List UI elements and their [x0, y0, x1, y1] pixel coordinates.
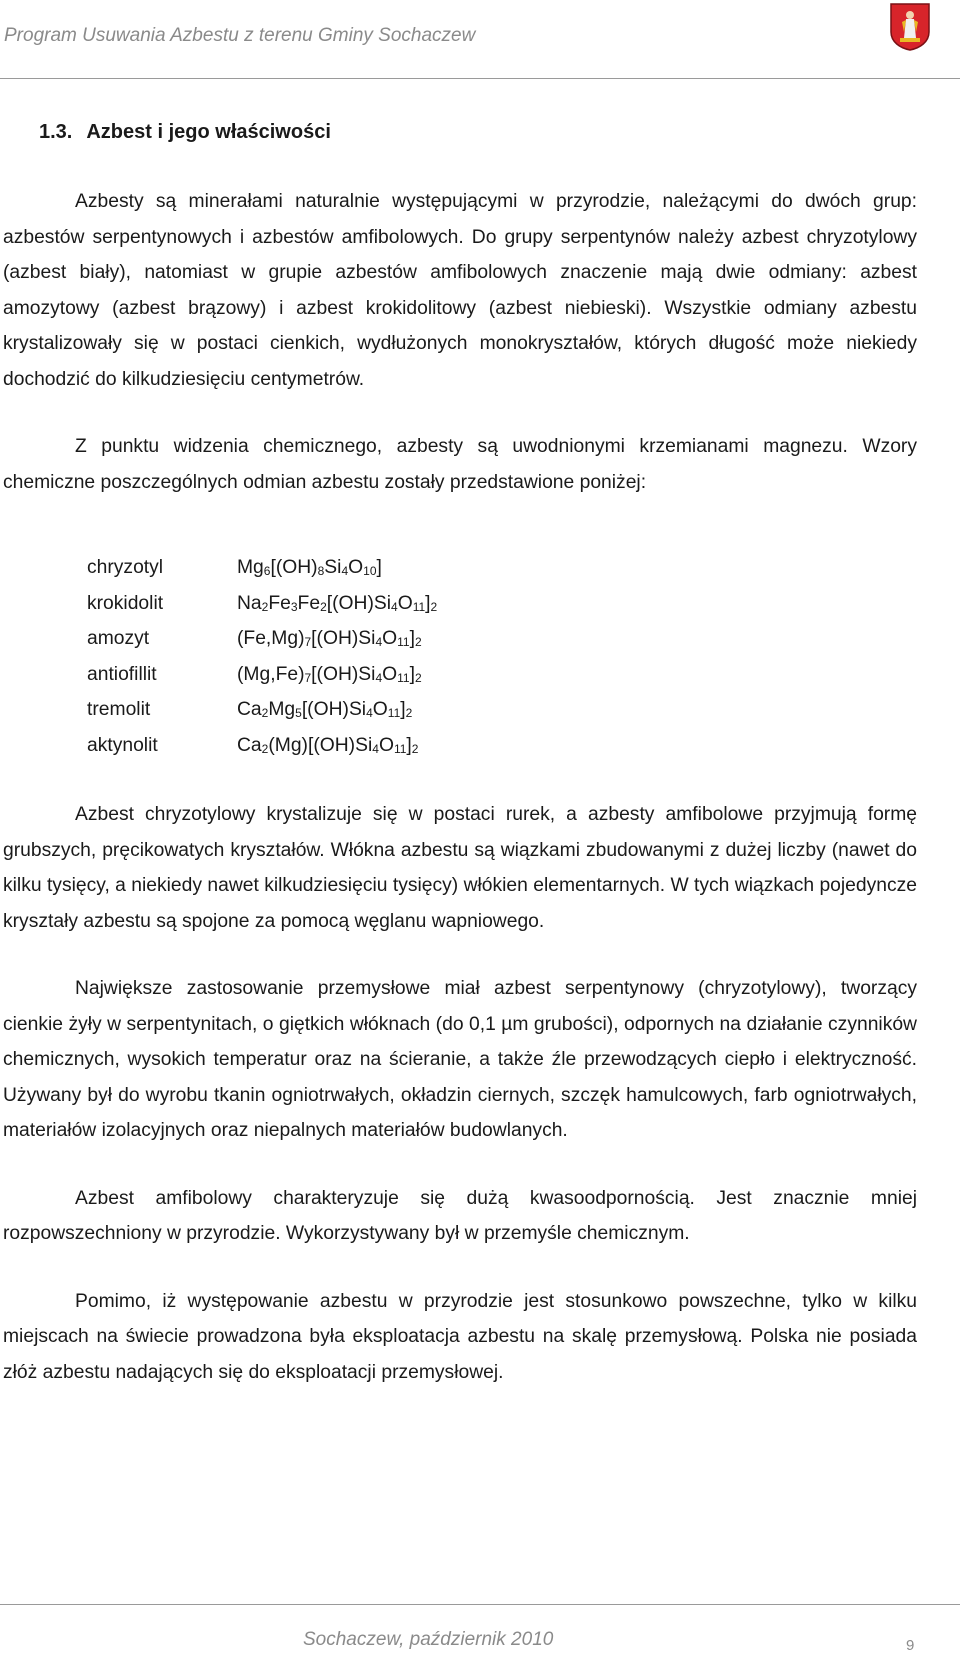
chemical-formula: $Na_2Fe_3Fe_2[(OH)Si_4O_{11}]_2$ [237, 592, 438, 614]
paragraph: Azbest chryzotylowy krystalizuje się w postaci rurek, a azbesty amfibolowe przyjmują formę grubszych, pręcikowatych kryształów. Włókna azbestu są wiązkami zbudowanymi z dużej liczby (nawet do kilku tysięcy, a niekiedy nawet kilkudziesięciu tysięcy) włókien elementarnych. W tych wiązkach pojedyncze kryształy azbestu są spojone za pomocą węglanu wapniowego. [3, 804, 917, 932]
paragraph: Azbesty są minerałami naturalnie występującymi w przyrodzie, należącymi do dwóch grup: azbestów serpentynowych i azbestów amfibolowych. Do grupy serpentynów należy azbest chryzotylowy (azbest biały), natomiast w grupie azbestów amfibolowych znaczenie mają dwie odmiany: azbest amozytowy (azbest brązowy) i azbest krokidolitowy (azbest niebieski). Wszystkie odmiany azbestu krystalizowały się w postaci cienkich, wydłużonych monokryształów, których długość może niekiedy dochodzić do kilkudziesięciu centymetrów. [3, 191, 917, 390]
footer-divider [0, 1604, 960, 1605]
header-title: Program Usuwania Azbestu z terenu Gminy Sochaczew [4, 25, 476, 46]
section-number: 1.3. [39, 121, 73, 143]
page-number: 9 [906, 1637, 915, 1654]
formula-row [87, 550, 917, 586]
chemical-formula: $(Mg,Fe)_7[(OH)Si_4O_{11}]_2$ [237, 663, 422, 685]
page-header [0, 0, 960, 80]
paragraph: Z punktu widzenia chemicznego, azbesty są uwodnionymi krzemianami magnezu. Wzory chemiczne poszczególnych odmian azbestu zostały przedstawione poniżej: [3, 436, 917, 493]
header-divider [0, 78, 960, 79]
formula-row [87, 621, 917, 657]
section-title: Azbest i jego właściwości [86, 121, 331, 143]
section-heading [39, 120, 917, 144]
chemical-formula: $Ca_2Mg_5[(OH)Si_4O_{11}]_2$ [237, 699, 413, 720]
mineral-name: amozyt [87, 628, 150, 649]
mineral-name: antiofillit [87, 663, 157, 685]
formula-row [87, 657, 917, 693]
mineral-name: chryzotyl [87, 557, 164, 578]
paragraph: Największe zastosowanie przemysłowe miał azbest serpentynowy (chryzotylowy), tworzący cienkie żyły w serpentynitach, o giętkich włóknach (do 0,1 µm grubości), odpornych na działanie czynników chemicznych, wysokich temperatur oraz na ścieranie, a także źle przewodzących ciepło i elektryczność. Używany był do wyrobu tkanin ogniotrwałych, okładzin ciernych, szczęk hamulcowych, farb ogniotrwałych, materiałów izolacyjnych oraz niepalnych materiałów budowlanych. [3, 978, 917, 1141]
document-body [3, 120, 917, 1390]
coat-of-arms-icon [888, 2, 932, 52]
chemical-formula: $Mg_6[(OH)_8Si_4O_{10}]$ [237, 557, 382, 578]
formula-row [87, 692, 917, 728]
paragraph: Azbest amfibolowy charakteryzuje się dużą kwasoodpornością. Jest znacznie mniej rozpowszechniony w przyrodzie. Wykorzystywany był w przemyśle chemicznym. [3, 1187, 917, 1244]
mineral-name: krokidolit [87, 592, 164, 614]
footer-text: Sochaczew, październik 2010 [303, 1629, 554, 1650]
mineral-name: aktynolit [87, 734, 158, 756]
chemical-formula: $Ca_2(Mg)[(OH)Si_4O_{11}]_2$ [237, 734, 419, 756]
formula-table [87, 550, 917, 763]
chemical-formula: $(Fe,Mg)_7[(OH)Si_4O_{11}]_2$ [237, 628, 422, 649]
formula-row [87, 586, 917, 622]
formula-row [87, 728, 917, 764]
paragraph: Pomimo, iż występowanie azbestu w przyrodzie jest stosunkowo powszechne, tylko w kilku miejscach na świecie prowadzona była eksploatacja azbestu na skalę przemysłową. Polska nie posiada złóż azbestu nadających się do eksploatacji przemysłowej. [3, 1290, 917, 1383]
mineral-name: tremolit [87, 699, 151, 720]
